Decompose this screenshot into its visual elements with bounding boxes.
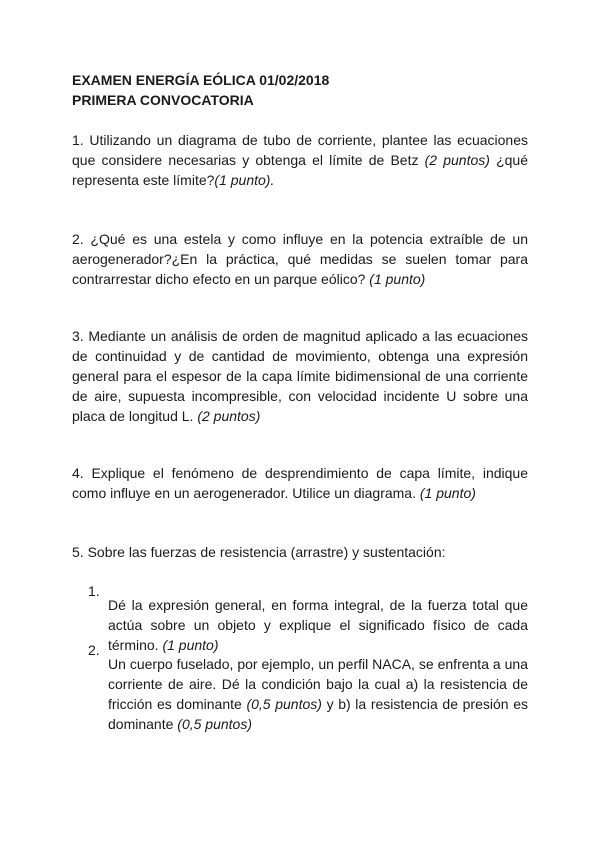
question-5-item-2-points-a: (0,5 puntos) (246, 696, 322, 712)
question-1 (72, 130, 528, 190)
question-5-intro: 5. Sobre las fuerzas de resistencia (arrastre) y sustentación: (72, 544, 446, 560)
exam-header (72, 70, 528, 110)
question-1-text-b: ¿qué representa este límite? (72, 152, 528, 188)
question-3 (72, 326, 528, 426)
question-1-text: 1. Utilizando un diagrama de tubo de corriente, plantee las ecuaciones que considere necesarias y obtenga el límite de Betz (72, 132, 528, 168)
question-5-item-2-body-b: y b) la resistencia de presión es dominante (108, 696, 528, 732)
question-4-text: 4. Explique el fenómeno de desprendimiento de capa límite, indique como influye en un aerogenerador. Utilice un diagrama. (72, 465, 528, 501)
question-2-points: (1 punto) (369, 271, 426, 287)
question-5-item-2-text (108, 654, 528, 734)
question-4 (72, 463, 528, 503)
question-1-points-a: (2 puntos) (424, 152, 490, 168)
question-5-item-2-body: Un cuerpo fuselado, por ejemplo, un perfil NACA, se enfrenta a una corriente de aire. Dé la condición bajo la cual a) la resistencia de fricción es dominante (108, 656, 528, 712)
exam-title: EXAMEN ENERGÍA EÓLICA 01/02/2018 (72, 72, 330, 88)
question-4-points: (1 punto) (419, 485, 476, 501)
question-3-text: 3. Mediante un análisis de orden de magnitud aplicado a las ecuaciones de continuidad y de cantidad de movimiento, obtenga una expresión general para el espesor de la capa límite bidimensional de una corriente de aire, supuesta incompresible, con velocidad incidente U sobre una placa de longitud L. (72, 328, 528, 424)
question-5-item-2 (88, 640, 528, 748)
exam-subtitle: PRIMERA CONVOCATORIA (72, 92, 254, 108)
list-number: 1. (88, 583, 100, 599)
list-number: 2. (88, 642, 100, 658)
question-5-item-2-points-b: (0,5 puntos) (177, 716, 252, 732)
question-1-points-b: (1 punto). (214, 172, 275, 188)
question-5-item-1-points: (1 punto) (162, 637, 219, 653)
question-3-points: (2 puntos) (197, 408, 261, 424)
exam-page (72, 70, 528, 732)
question-2-text: 2. ¿Qué es una estela y como influye en la potencia extraíble de un aerogenerador?¿En la práctica, qué medidas se suelen tomar para contrarrestar dicho efecto en un parque eólico? (72, 231, 528, 287)
question-5-item-1-body: Dé la expresión general, en forma integral, de la fuerza total que actúa sobre un objeto y explique el significado físico de cada término. (108, 597, 528, 653)
question-2 (72, 229, 528, 289)
